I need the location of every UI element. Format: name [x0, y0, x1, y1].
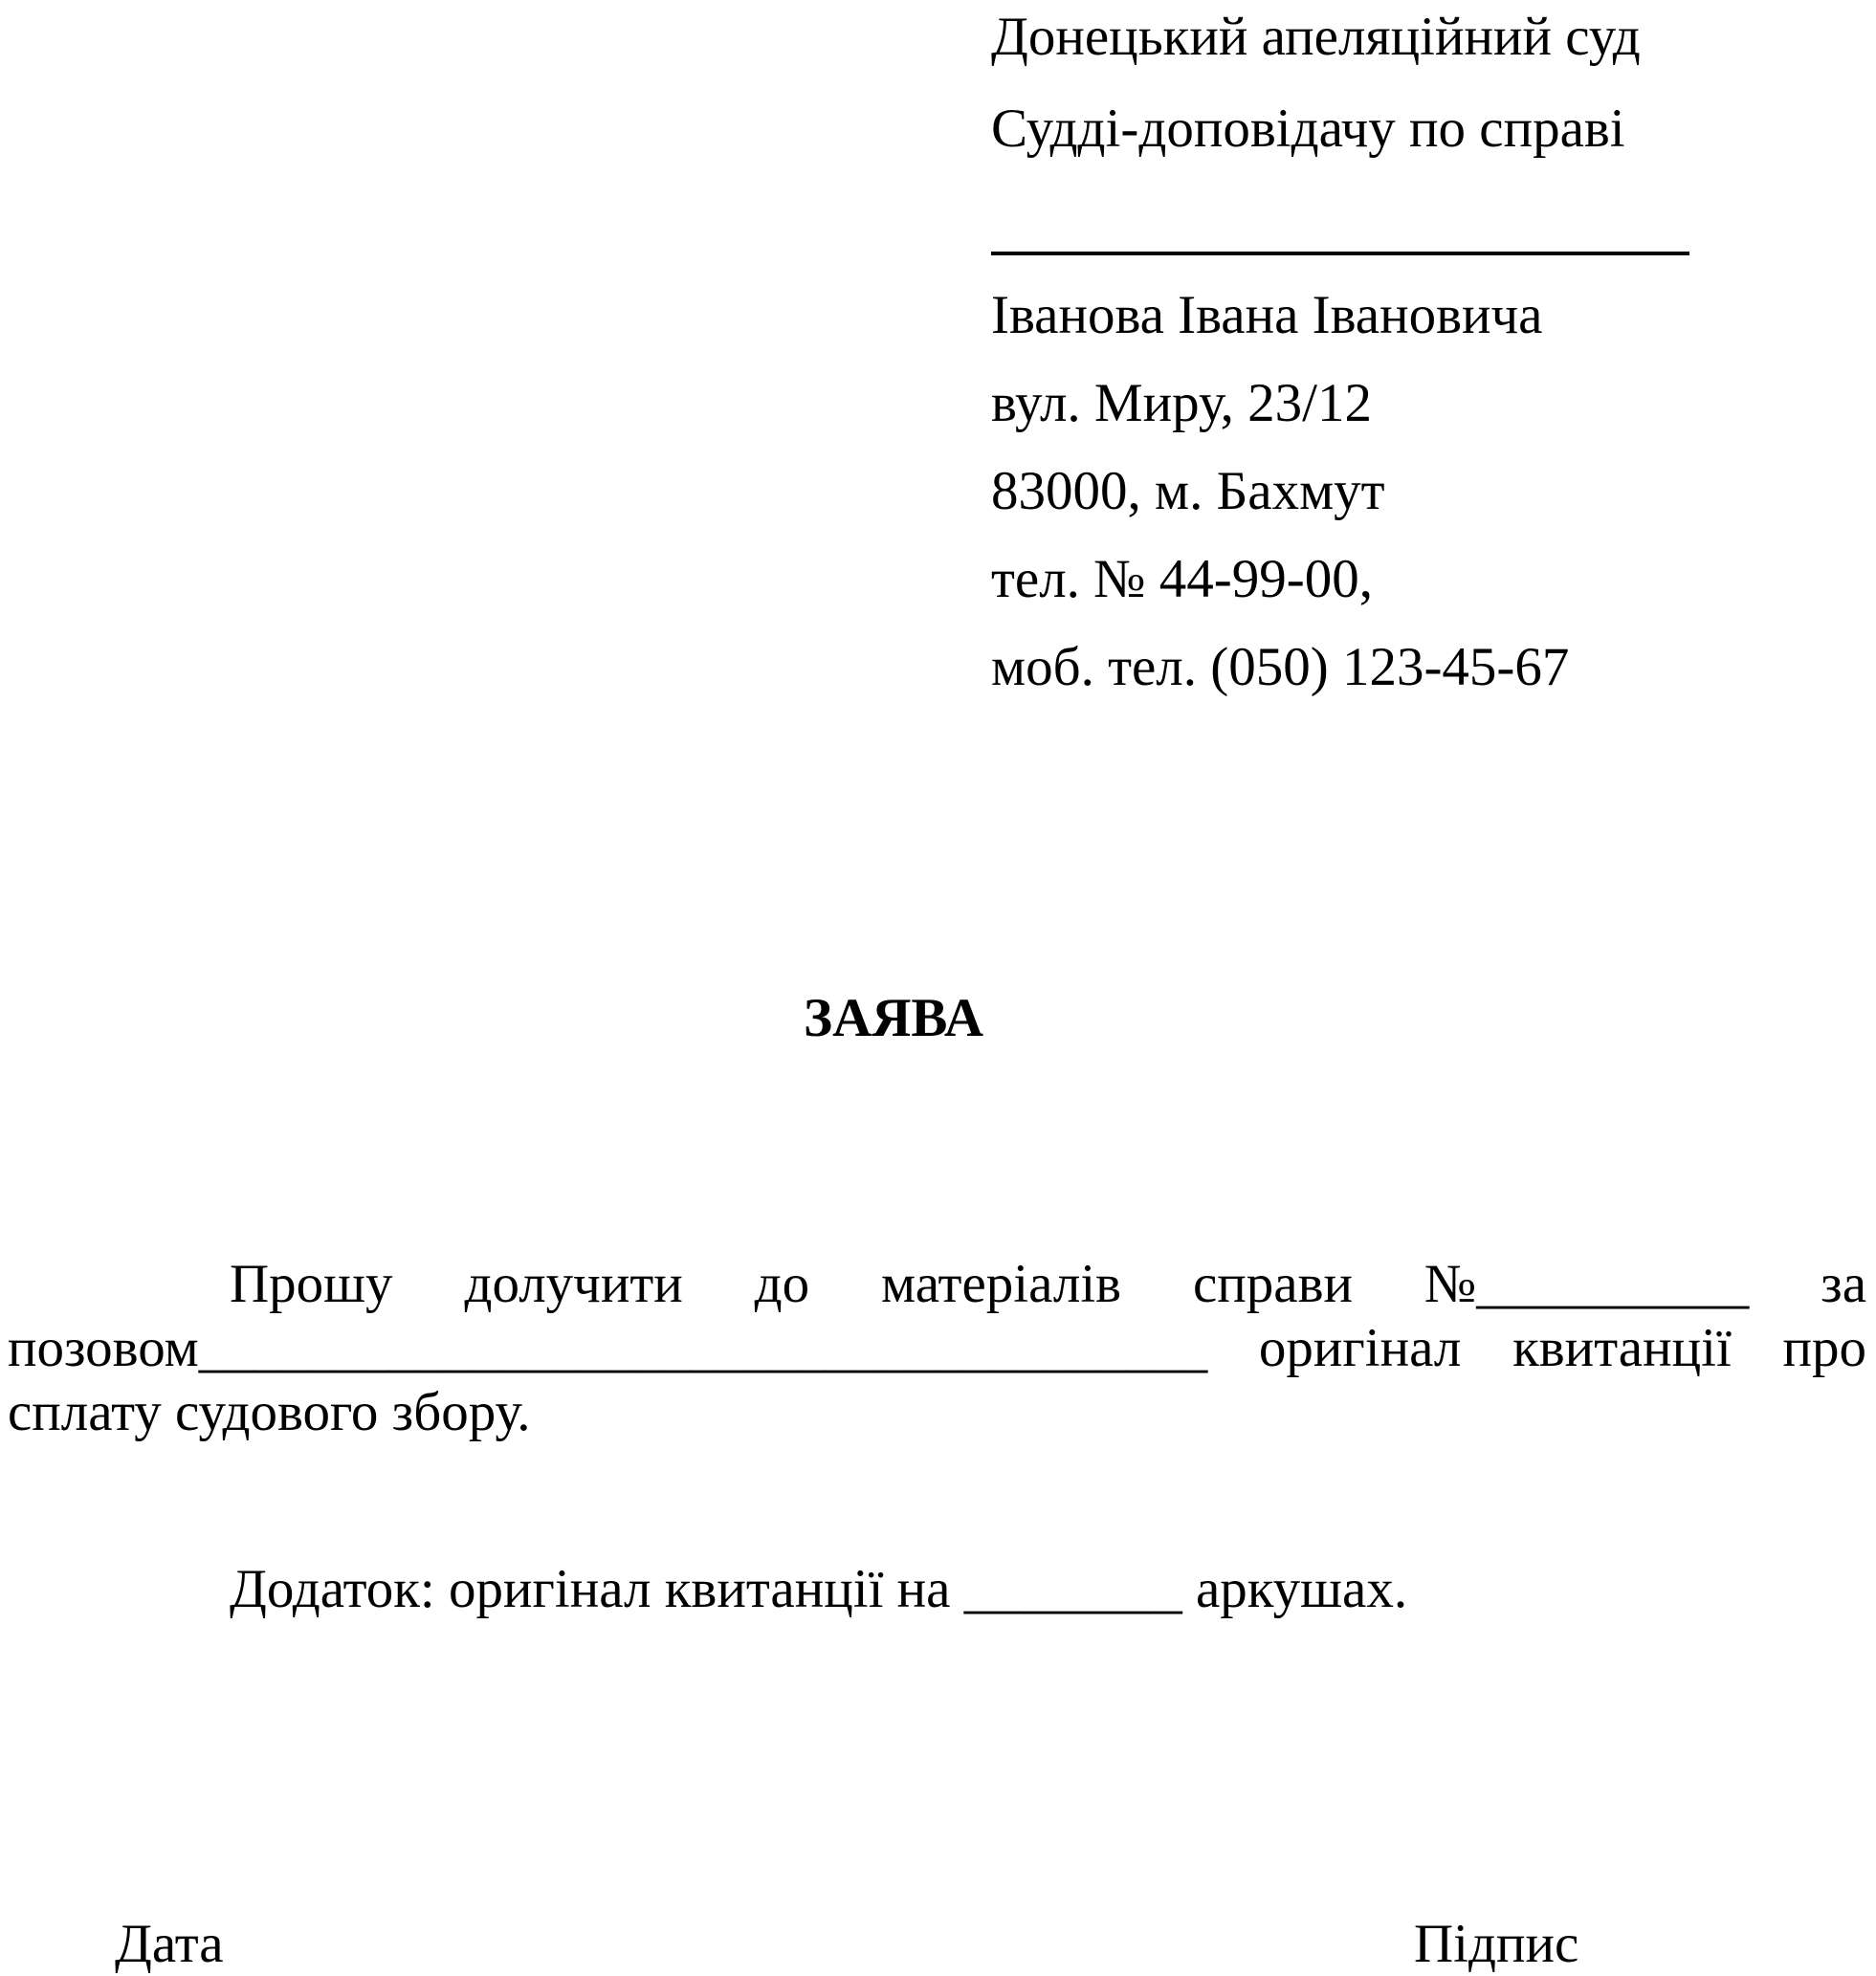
- body-line-1: [230, 1253, 1866, 1316]
- body-word: про: [1782, 1318, 1866, 1378]
- sender-city: 83000, м. Бахмут: [991, 461, 1385, 521]
- body-word: справи: [1192, 1254, 1353, 1314]
- body-line-3: сплату судового збору.: [8, 1382, 531, 1442]
- document-title: ЗАЯВА: [803, 988, 983, 1048]
- judge-name-blank-line: [991, 252, 1689, 255]
- lawsuit-blank: позовом_____________________________________: [8, 1318, 1208, 1378]
- addressee: Судді-доповідачу по справі: [991, 99, 1625, 159]
- sender-street: вул. Миру, 23/12: [991, 373, 1372, 433]
- court-name: Донецький апеляційний суд: [991, 7, 1641, 67]
- body-word: Прошу: [230, 1254, 393, 1314]
- date-label: Дата: [115, 1914, 224, 1974]
- body-line-2: [8, 1317, 1866, 1380]
- attachment-line: Додаток: оригінал квитанції на ________ аркушах.: [230, 1559, 1408, 1619]
- body-word: оригінал: [1258, 1318, 1462, 1378]
- signature-label: Підпис: [1414, 1914, 1579, 1974]
- body-word: долучити: [464, 1254, 683, 1314]
- body-word: до: [754, 1254, 810, 1314]
- case-number-blank: №__________: [1424, 1254, 1750, 1314]
- sender-phone: тел. № 44-99-00,: [991, 549, 1373, 609]
- body-word: матеріалів: [881, 1254, 1122, 1314]
- sender-mobile: моб. тел. (050) 123-45-67: [991, 637, 1570, 697]
- sender-name: Іванова Івана Івановича: [991, 285, 1543, 345]
- body-word: квитанції: [1512, 1318, 1732, 1378]
- body-word: за: [1821, 1254, 1866, 1314]
